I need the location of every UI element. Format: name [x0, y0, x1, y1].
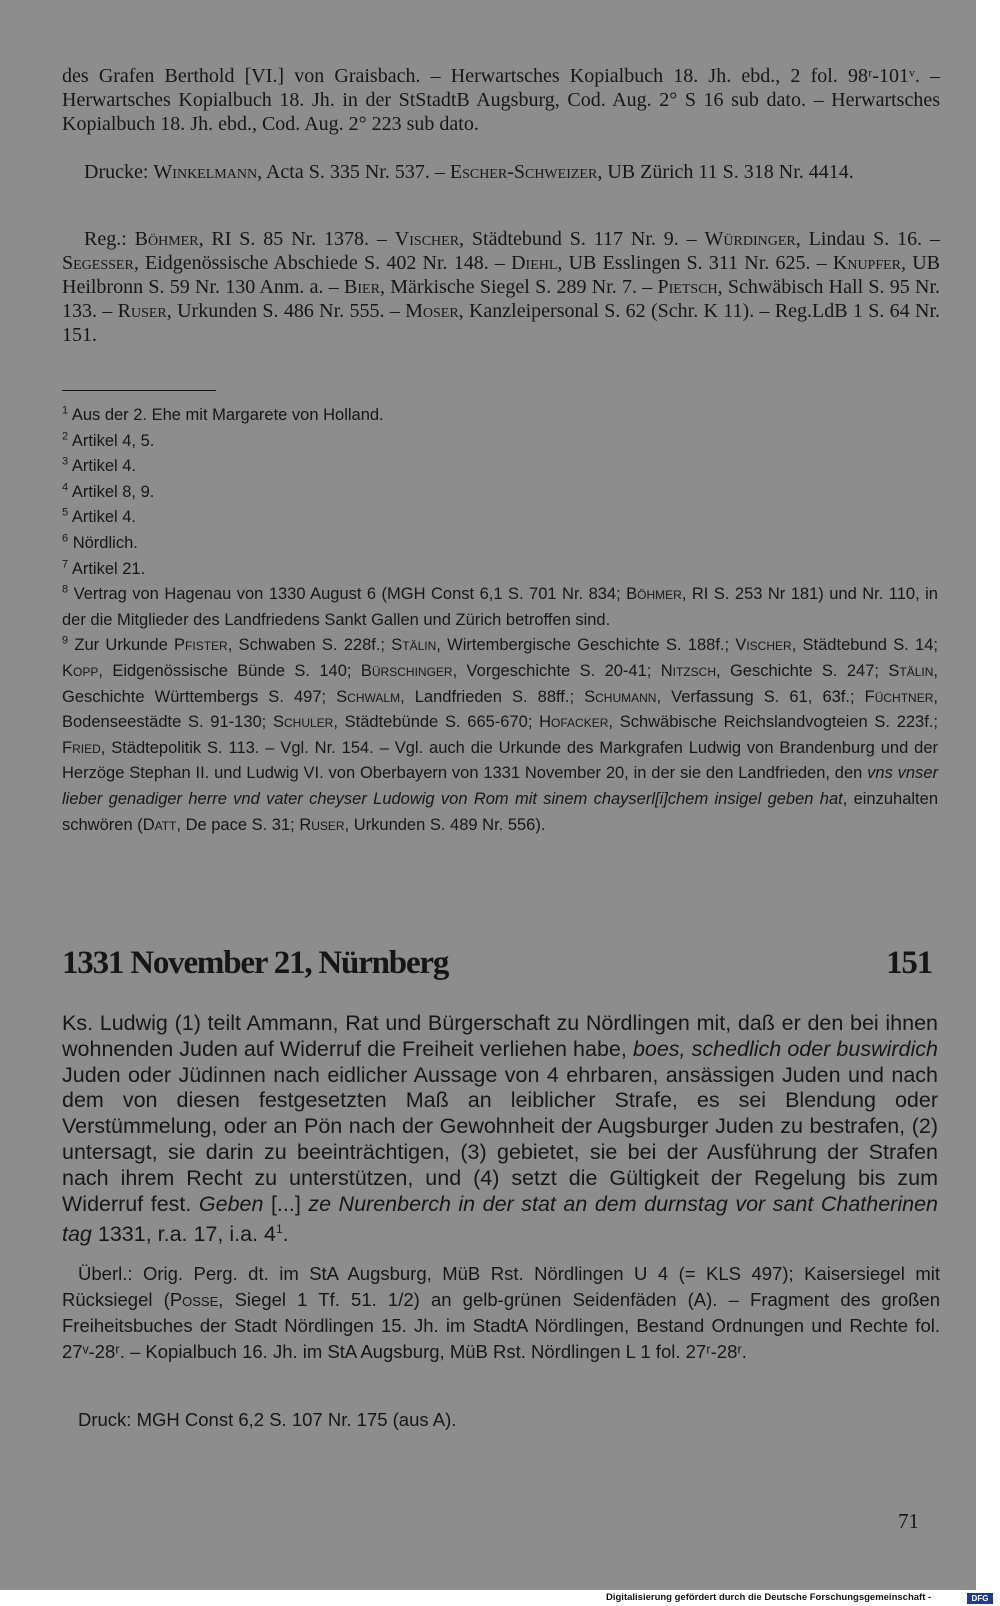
regesta-paragraph-prev: Reg.: Böhmer, RI S. 85 Nr. 1378. – Vischer, Städtebund S. 117 Nr. 9. – Würdinger, Lindau S. 16. – Segesser, Eidgenössische Abschiede S. 402 Nr. 148. – Diehl, UB Esslingen S. 311 Nr. 625. – Knupfer, UB Heilbronn S. 59 Nr. 130 Anm. a. – Bier, Märkische Siegel S. 289 Nr. 7. – Pietsch, Schwäbisch Hall S. 95 Nr. 133. – Ruser, Urkunden S. 486 Nr. 555. – Moser, Kanzleipersonal S. 62 (Schr. K 11). – Reg.LdB 1 S. 64 Nr. 151. [62, 228, 941, 346]
footnote-separator [62, 390, 216, 391]
tradition-paragraph-prev: des Grafen Berthold [VI.] von Graisbach. – Herwartsches Kopialbuch 18. Jh. ebd., 2 fol. 98ʳ-101ᵛ. – Herwartsches Kopialbuch 18. Jh. in der StStadtB Augsburg, Cod. Aug. 2° S 16 sub dato. – Herwartsches Kopialbuch 18. Jh. ebd., Cod. Aug. 2° 223 sub dato. [62, 65, 940, 135]
footnote-item: $^1$ Aus der 2. Ehe mit Margarete von Holland. [62, 404, 384, 424]
digitization-credit: Digitalisierung gefördert durch die Deutsche Forschungsgemeinschaft - DFG [606, 1590, 1000, 1606]
entry-number: 151 [886, 945, 932, 981]
footnote-list [62, 403, 938, 838]
entry-tradition: Überl.: Orig. Perg. dt. im StA Augsburg, MüB Rst. Nördlingen U 4 (= KLS 497); Kaisersiegel mit Rücksiegel (Posse, Siegel 1 Tf. 51. 1/2) an gelb-grünen Seidenfäden (A). – Fragment des großen Freiheitsbuches der Stadt Nördlingen 15. Jh. im StadtA Nördlingen, Bestand Ordnungen und Rechte fol. 27ᵛ-28ʳ. – Kopialbuch 16. Jh. im StA Augsburg, MüB Rst. Nördlingen L 1 fol. 27ʳ-28ʳ. [62, 1263, 940, 1362]
dfg-logo: DFG [967, 1593, 993, 1604]
entry-heading [62, 945, 932, 985]
footnote-item: $^9$ Zur Urkunde Pfister, Schwaben S. 228f.; Stälin, Wirtembergische Geschichte S. 188f.; Vischer, Städtebund S. 14; Kopp, Eidgenössische Bünde S. 140; Bürschinger, Vorgeschichte S. 20-41; Nitzsch, Geschichte S. 247; Stälin, Geschichte Württembergs S. 497; Schwalm, Landfrieden S. 88ff.; Schumann, Verfassung S. 61, 63f.; Füchtner, Bodenseestädte S. 91-130; Schuler, Städtebünde S. 665-670; Hofacker, Schwäbische Reichslandvogteien S. 223f.; Fried, Städtepolitik S. 113. – Vgl. Nr. 154. – Vgl. auch die Urkunde des Markgrafen Ludwig von Brandenburg und der Herzöge Stephan II. und Ludwig VI. von Oberbayern von 1331 November 20, in der sie den Landfrieden, den vns vnser lieber genadiger herre vnd vater cheyser Ludowig von Rom mit sinem chayserl[i]chem insigel geben hat, einzuhalten schwören (Datt, De pace S. 31; Ruser, Urkunden S. 489 Nr. 556). [62, 634, 938, 834]
footnote-item: $^7$ Artikel 21. [62, 558, 146, 578]
footnote-item: $^2$ Artikel 4, 5. [62, 430, 155, 450]
footnote-item: $^4$ Artikel 8, 9. [62, 481, 155, 501]
footnote-item: $^5$ Artikel 4. [62, 506, 136, 527]
prints-paragraph-prev: Drucke: Winkelmann, Acta S. 335 Nr. 537. – Escher-Schweizer, UB Zürich 11 S. 318 Nr. 4414. [84, 161, 854, 183]
entry-regest: Ks. Ludwig (1) teilt Ammann, Rat und Bürgerschaft zu Nördlingen mit, daß er den bei ihnen wohnenden Juden auf Widerruf die Freiheit verliehen habe, boes, schedlich oder buswirdich Juden oder Jüdinnen nach eidlicher Aussage von 4 ehrbaren, ansässigen Juden und nach dem von diesen festgesetzten Maß an leiblicher Strafe, es sei Blendung oder Verstümmelung, oder an Pön nach der Gewohnheit der Augsburger Juden zu bestrafen, (2) untersagt, sie darin zu beeinträchtigen, (3) gebietet, sie bei der Ausführung der Strafen nach ihrem Recht zu unterstützen, und (4) setzt die Gültigkeit der Regelung bis zum Widerruf fest. Geben [...] ze Nurenberch in der stat an dem durnstag vor sant Chatherinen tag 1331, r.a. 17, i.a. $4^1$. [62, 1011, 938, 1247]
entry-date-place: 1331 November 21, Nürnberg [62, 945, 449, 981]
page-number: 71 [898, 1509, 919, 1533]
footnote-item: $^8$ Vertrag von Hagenau von 1330 August 6 (MGH Const 6,1 S. 701 Nr. 834; Böhmer, RI S. 253 Nr 181) und Nr. 110, in der die Mitglieder des Landfriedens Sankt Gallen und Zürich betroffen sind. [62, 583, 938, 629]
footnote-item: $^6$ Nördlich. [62, 532, 138, 552]
entry-print: Druck: MGH Const 6,2 S. 107 Nr. 175 (aus A). [78, 1409, 457, 1430]
footnote-item: $^3$ Artikel 4. [62, 455, 136, 476]
